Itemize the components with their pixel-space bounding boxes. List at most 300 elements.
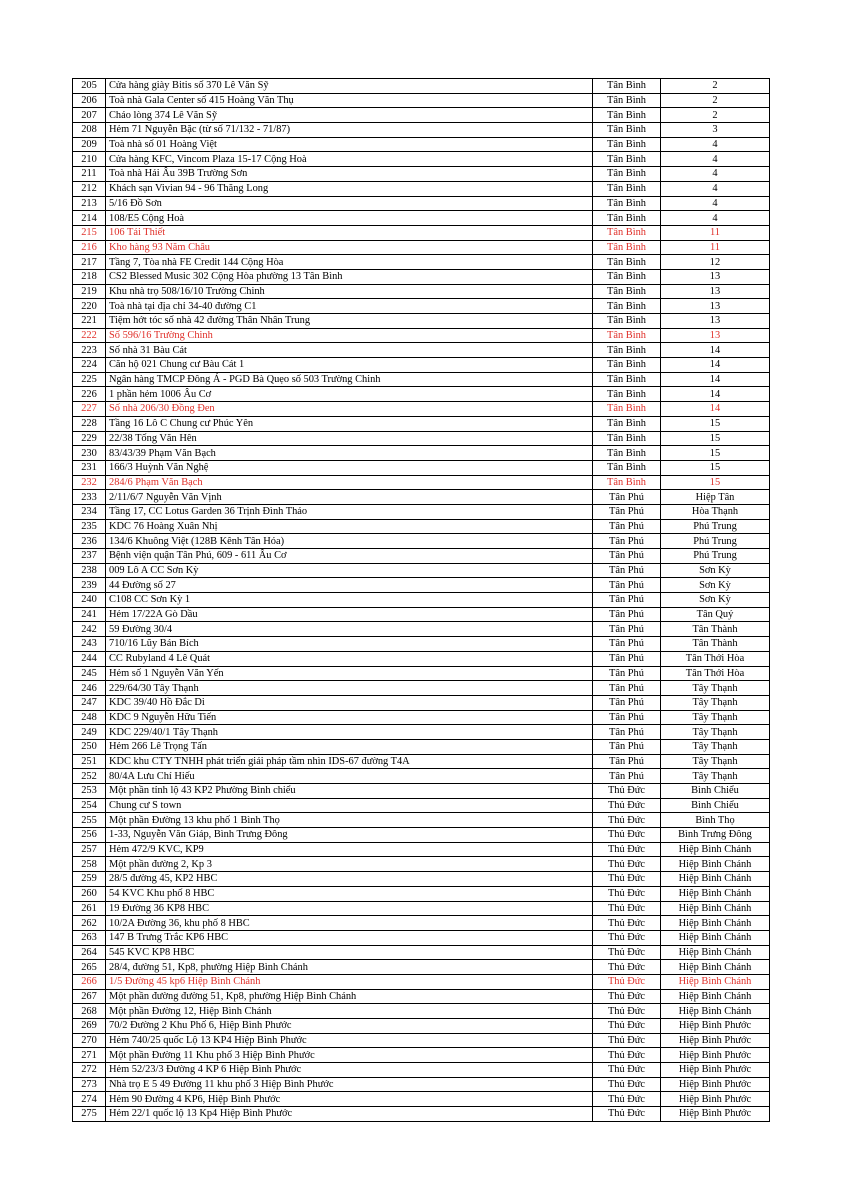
district-cell: Tân Phú <box>593 563 661 578</box>
district-cell: Tân Phú <box>593 710 661 725</box>
address-cell: KDC 76 Hoàng Xuân Nhị <box>106 519 593 534</box>
district-cell: Tân Phú <box>593 534 661 549</box>
district-cell: Tân Bình <box>593 137 661 152</box>
ward-cell: Tây Thạnh <box>661 769 770 784</box>
district-cell: Tân Bình <box>593 416 661 431</box>
row-number: 212 <box>73 181 106 196</box>
district-cell: Tân Bình <box>593 196 661 211</box>
ward-cell: Sơn Kỳ <box>661 563 770 578</box>
row-number: 207 <box>73 108 106 123</box>
district-cell: Thủ Đức <box>593 1107 661 1122</box>
ward-cell: Hiệp Tân <box>661 490 770 505</box>
table-row <box>73 372 770 387</box>
row-number: 224 <box>73 358 106 373</box>
table-row <box>73 1048 770 1063</box>
district-cell: Thủ Đức <box>593 1019 661 1034</box>
row-number: 242 <box>73 622 106 637</box>
address-cell: Hẻm 17/22A Gò Dầu <box>106 607 593 622</box>
district-cell: Tân Phú <box>593 490 661 505</box>
row-number: 246 <box>73 681 106 696</box>
ward-cell: 12 <box>661 255 770 270</box>
district-cell: Thủ Đức <box>593 784 661 799</box>
table-row <box>73 358 770 373</box>
district-cell: Thủ Đức <box>593 857 661 872</box>
row-number: 232 <box>73 475 106 490</box>
ward-cell: Bình Chiểu <box>661 798 770 813</box>
address-cell: Hẻm 90 Đường 4 KP6, Hiệp Bình Phước <box>106 1092 593 1107</box>
table-row <box>73 681 770 696</box>
address-cell: 1 phần hẻm 1006 Âu Cơ <box>106 387 593 402</box>
table-row <box>73 299 770 314</box>
district-cell: Tân Bình <box>593 343 661 358</box>
district-cell: Tân Bình <box>593 225 661 240</box>
district-cell: Tân Bình <box>593 328 661 343</box>
district-cell: Thủ Đức <box>593 1033 661 1048</box>
row-number: 230 <box>73 446 106 461</box>
ward-cell: 14 <box>661 372 770 387</box>
district-cell: Thủ Đức <box>593 901 661 916</box>
district-cell: Tân Phú <box>593 622 661 637</box>
ward-cell: 14 <box>661 387 770 402</box>
address-cell: Một phần đường đường 51, Kp8, phường Hiệp Bình Chánh <box>106 989 593 1004</box>
district-cell: Tân Bình <box>593 431 661 446</box>
table-row <box>73 1033 770 1048</box>
address-cell: Toà nhà Hải Âu 39B Trường Sơn <box>106 167 593 182</box>
row-number: 235 <box>73 519 106 534</box>
ward-cell: Hiệp Bình Phước <box>661 1019 770 1034</box>
ward-cell: 13 <box>661 328 770 343</box>
row-number: 223 <box>73 343 106 358</box>
ward-cell: 14 <box>661 402 770 417</box>
table-row <box>73 211 770 226</box>
table-row <box>73 901 770 916</box>
table-row <box>73 916 770 931</box>
ward-cell: Hiệp Bình Chánh <box>661 974 770 989</box>
district-cell: Thủ Đức <box>593 1048 661 1063</box>
district-cell: Thủ Đức <box>593 1063 661 1078</box>
table-row <box>73 240 770 255</box>
row-number: 253 <box>73 784 106 799</box>
table-row <box>73 490 770 505</box>
row-number: 268 <box>73 1004 106 1019</box>
address-cell: KDC 39/40 Hồ Đắc Di <box>106 695 593 710</box>
district-cell: Tân Bình <box>593 358 661 373</box>
district-cell: Tân Bình <box>593 240 661 255</box>
district-cell: Tân Phú <box>593 593 661 608</box>
row-number: 260 <box>73 886 106 901</box>
row-number: 267 <box>73 989 106 1004</box>
ward-cell: Hiệp Bình Chánh <box>661 1004 770 1019</box>
ward-cell: Tây Thạnh <box>661 681 770 696</box>
table-row <box>73 1107 770 1122</box>
address-cell: 19 Đường 36 KP8 HBC <box>106 901 593 916</box>
district-cell: Tân Bình <box>593 255 661 270</box>
ward-cell: 13 <box>661 284 770 299</box>
row-number: 256 <box>73 828 106 843</box>
address-cell: Toà nhà số 01 Hoàng Việt <box>106 137 593 152</box>
table-row <box>73 945 770 960</box>
table-row <box>73 754 770 769</box>
row-number: 237 <box>73 549 106 564</box>
ward-cell: 11 <box>661 240 770 255</box>
address-cell: 108/E5 Cộng Hoà <box>106 211 593 226</box>
ward-cell: Hiệp Bình Phước <box>661 1077 770 1092</box>
table-row <box>73 284 770 299</box>
row-number: 245 <box>73 666 106 681</box>
row-number: 218 <box>73 269 106 284</box>
ward-cell: Hiệp Bình Chánh <box>661 960 770 975</box>
address-cell: 134/6 Khuông Việt (128B Kênh Tân Hóa) <box>106 534 593 549</box>
ward-cell: 11 <box>661 225 770 240</box>
table-row <box>73 666 770 681</box>
row-number: 275 <box>73 1107 106 1122</box>
ward-cell: 15 <box>661 416 770 431</box>
ward-cell: Hiệp Bình Chánh <box>661 930 770 945</box>
ward-cell: 3 <box>661 123 770 138</box>
district-cell: Tân Phú <box>593 769 661 784</box>
row-number: 234 <box>73 504 106 519</box>
table-row <box>73 930 770 945</box>
table-row <box>73 181 770 196</box>
address-cell: Ngân hàng TMCP Đông Á - PGD Bà Quẹo số 503 Trường Chinh <box>106 372 593 387</box>
table-row <box>73 269 770 284</box>
district-cell: Thủ Đức <box>593 813 661 828</box>
table-row <box>73 343 770 358</box>
row-number: 226 <box>73 387 106 402</box>
ward-cell: Hiệp Bình Chánh <box>661 916 770 931</box>
address-cell: Toà nhà tại địa chỉ 34-40 đường C1 <box>106 299 593 314</box>
row-number: 257 <box>73 842 106 857</box>
district-cell: Thủ Đức <box>593 960 661 975</box>
address-table <box>72 78 770 1122</box>
ward-cell: Phú Trung <box>661 519 770 534</box>
address-cell: 44 Đường số 27 <box>106 578 593 593</box>
address-cell: KDC 9 Nguyễn Hữu Tiến <box>106 710 593 725</box>
row-number: 243 <box>73 637 106 652</box>
row-number: 228 <box>73 416 106 431</box>
row-number: 269 <box>73 1019 106 1034</box>
district-cell: Tân Phú <box>593 651 661 666</box>
table-row <box>73 416 770 431</box>
ward-cell: Bình Chiểu <box>661 784 770 799</box>
address-cell: Tầng 17, CC Lotus Garden 36 Trịnh Đình Thảo <box>106 504 593 519</box>
ward-cell: 4 <box>661 211 770 226</box>
address-cell: Cửa hàng giày Bitis số 370 Lê Văn Sỹ <box>106 79 593 94</box>
ward-cell: Tân Thới Hòa <box>661 666 770 681</box>
district-cell: Tân Bình <box>593 402 661 417</box>
ward-cell: Hiệp Bình Chánh <box>661 989 770 1004</box>
row-number: 222 <box>73 328 106 343</box>
district-cell: Tân Bình <box>593 181 661 196</box>
table-row <box>73 739 770 754</box>
table-row <box>73 431 770 446</box>
table-row <box>73 769 770 784</box>
row-number: 248 <box>73 710 106 725</box>
table-row <box>73 872 770 887</box>
address-cell: Tầng 7, Tòa nhà FE Credit 144 Cộng Hòa <box>106 255 593 270</box>
table-row <box>73 137 770 152</box>
ward-cell: Sơn Kỳ <box>661 578 770 593</box>
address-cell: 22/38 Tống Văn Hên <box>106 431 593 446</box>
address-cell: Khách sạn Vivian 94 - 96 Thăng Long <box>106 181 593 196</box>
row-number: 263 <box>73 930 106 945</box>
table-row <box>73 255 770 270</box>
row-number: 264 <box>73 945 106 960</box>
ward-cell: Hiệp Bình Chánh <box>661 842 770 857</box>
address-cell: Một phần đường 2, Kp 3 <box>106 857 593 872</box>
ward-cell: 4 <box>661 196 770 211</box>
ward-cell: 15 <box>661 431 770 446</box>
row-number: 215 <box>73 225 106 240</box>
table-row <box>73 842 770 857</box>
row-number: 270 <box>73 1033 106 1048</box>
row-number: 266 <box>73 974 106 989</box>
ward-cell: Tây Thạnh <box>661 710 770 725</box>
address-cell: 28/5 đường 45, KP2 HBC <box>106 872 593 887</box>
table-row <box>73 1063 770 1078</box>
district-cell: Tân Bình <box>593 314 661 329</box>
address-cell: 1-33, Nguyễn Văn Giáp, Bình Trưng Đông <box>106 828 593 843</box>
district-cell: Tân Phú <box>593 504 661 519</box>
address-cell: Một phần Đường 12, Hiệp Bình Chánh <box>106 1004 593 1019</box>
address-cell: Hẻm 22/1 quốc lộ 13 Kp4 Hiệp Bình Phước <box>106 1107 593 1122</box>
address-cell: 166/3 Huỳnh Văn Nghệ <box>106 460 593 475</box>
district-cell: Tân Bình <box>593 211 661 226</box>
row-number: 273 <box>73 1077 106 1092</box>
ward-cell: 13 <box>661 314 770 329</box>
row-number: 233 <box>73 490 106 505</box>
address-cell: Số nhà 31 Bàu Cát <box>106 343 593 358</box>
address-cell: Một phần Đường 11 Khu phố 3 Hiệp Bình Phước <box>106 1048 593 1063</box>
row-number: 272 <box>73 1063 106 1078</box>
table-row <box>73 196 770 211</box>
table-row <box>73 328 770 343</box>
district-cell: Tân Phú <box>593 666 661 681</box>
ward-cell: 14 <box>661 343 770 358</box>
table-row <box>73 167 770 182</box>
district-cell: Tân Bình <box>593 123 661 138</box>
address-cell: 83/43/39 Phạm Văn Bạch <box>106 446 593 461</box>
ward-cell: Hiệp Bình Chánh <box>661 886 770 901</box>
row-number: 240 <box>73 593 106 608</box>
ward-cell: 4 <box>661 152 770 167</box>
district-cell: Thủ Đức <box>593 989 661 1004</box>
ward-cell: 14 <box>661 358 770 373</box>
ward-cell: Phú Trung <box>661 549 770 564</box>
district-cell: Thủ Đức <box>593 798 661 813</box>
district-cell: Thủ Đức <box>593 974 661 989</box>
address-cell: Tầng 16 Lô C Chung cư Phúc Yên <box>106 416 593 431</box>
row-number: 225 <box>73 372 106 387</box>
address-cell: Hẻm 71 Nguyễn Bặc (từ số 71/132 - 71/87) <box>106 123 593 138</box>
row-number: 261 <box>73 901 106 916</box>
row-number: 255 <box>73 813 106 828</box>
district-cell: Tân Bình <box>593 152 661 167</box>
address-cell: 147 B Trưng Trắc KP6 HBC <box>106 930 593 945</box>
district-cell: Tân Phú <box>593 739 661 754</box>
row-number: 254 <box>73 798 106 813</box>
district-cell: Thủ Đức <box>593 1004 661 1019</box>
table-row <box>73 725 770 740</box>
table-row <box>73 402 770 417</box>
row-number: 227 <box>73 402 106 417</box>
row-number: 217 <box>73 255 106 270</box>
table-row <box>73 695 770 710</box>
table-row <box>73 651 770 666</box>
row-number: 239 <box>73 578 106 593</box>
row-number: 214 <box>73 211 106 226</box>
table-row <box>73 989 770 1004</box>
row-number: 220 <box>73 299 106 314</box>
address-cell: Số 596/16 Trường Chinh <box>106 328 593 343</box>
ward-cell: Tân Thành <box>661 637 770 652</box>
ward-cell: Hiệp Bình Chánh <box>661 872 770 887</box>
district-cell: Tân Bình <box>593 372 661 387</box>
district-cell: Tân Bình <box>593 387 661 402</box>
row-number: 213 <box>73 196 106 211</box>
table-row <box>73 475 770 490</box>
district-cell: Tân Bình <box>593 284 661 299</box>
ward-cell: 15 <box>661 475 770 490</box>
ward-cell: 2 <box>661 108 770 123</box>
district-cell: Tân Bình <box>593 446 661 461</box>
ward-cell: Hòa Thạnh <box>661 504 770 519</box>
ward-cell: 4 <box>661 167 770 182</box>
row-number: 209 <box>73 137 106 152</box>
row-number: 274 <box>73 1092 106 1107</box>
table-row <box>73 960 770 975</box>
table-row <box>73 1077 770 1092</box>
district-cell: Tân Bình <box>593 93 661 108</box>
ward-cell: Hiệp Bình Chánh <box>661 857 770 872</box>
ward-cell: Hiệp Bình Phước <box>661 1092 770 1107</box>
table-row <box>73 108 770 123</box>
address-cell: Hẻm 472/9 KVC, KP9 <box>106 842 593 857</box>
address-cell: 284/6 Phạm Văn Bạch <box>106 475 593 490</box>
row-number: 250 <box>73 739 106 754</box>
table-row <box>73 123 770 138</box>
row-number: 231 <box>73 460 106 475</box>
address-cell: 10/2A Đường 36, khu phố 8 HBC <box>106 916 593 931</box>
row-number: 251 <box>73 754 106 769</box>
ward-cell: Bình Trưng Đông <box>661 828 770 843</box>
address-cell: Một phần Đường 13 khu phố 1 Bình Thọ <box>106 813 593 828</box>
row-number: 262 <box>73 916 106 931</box>
address-cell: Hẻm 740/25 quốc Lộ 13 KP4 Hiệp Bình Phước <box>106 1033 593 1048</box>
address-cell: 80/4A Lưu Chí Hiếu <box>106 769 593 784</box>
table-row <box>73 1092 770 1107</box>
district-cell: Thủ Đức <box>593 842 661 857</box>
address-cell: 229/64/30 Tây Thạnh <box>106 681 593 696</box>
table-row <box>73 593 770 608</box>
address-cell: Hẻm 52/23/3 Đường 4 KP 6 Hiệp Bình Phước <box>106 1063 593 1078</box>
row-number: 244 <box>73 651 106 666</box>
ward-cell: Bình Thọ <box>661 813 770 828</box>
address-cell: Căn hộ 021 Chung cư Bàu Cát 1 <box>106 358 593 373</box>
address-cell: Cửa hàng KFC, Vincom Plaza 15-17 Cộng Hoà <box>106 152 593 167</box>
district-cell: Thủ Đức <box>593 828 661 843</box>
table-row <box>73 446 770 461</box>
district-cell: Tân Phú <box>593 607 661 622</box>
table-row <box>73 637 770 652</box>
address-cell: C108 CC Sơn Kỳ 1 <box>106 593 593 608</box>
address-cell: Một phần tỉnh lộ 43 KP2 Phường Bình chiểu <box>106 784 593 799</box>
district-cell: Tân Phú <box>593 637 661 652</box>
district-cell: Tân Bình <box>593 299 661 314</box>
table-row <box>73 387 770 402</box>
row-number: 229 <box>73 431 106 446</box>
table-row <box>73 225 770 240</box>
address-cell: Hẻm 266 Lê Trọng Tấn <box>106 739 593 754</box>
ward-cell: 13 <box>661 299 770 314</box>
address-cell: CC Rubyland 4 Lê Quát <box>106 651 593 666</box>
address-cell: 106 Tái Thiết <box>106 225 593 240</box>
address-cell: 009 Lô A CC Sơn Kỳ <box>106 563 593 578</box>
table-row <box>73 504 770 519</box>
ward-cell: Tây Thạnh <box>661 754 770 769</box>
district-cell: Thủ Đức <box>593 872 661 887</box>
ward-cell: 4 <box>661 137 770 152</box>
row-number: 210 <box>73 152 106 167</box>
address-cell: CS2 Blessed Music 302 Cộng Hòa phường 13 Tân Bình <box>106 269 593 284</box>
district-cell: Tân Bình <box>593 460 661 475</box>
row-number: 236 <box>73 534 106 549</box>
district-cell: Tân Bình <box>593 269 661 284</box>
table-row <box>73 607 770 622</box>
row-number: 265 <box>73 960 106 975</box>
row-number: 208 <box>73 123 106 138</box>
address-cell: 545 KVC KP8 HBC <box>106 945 593 960</box>
ward-cell: Tân Quý <box>661 607 770 622</box>
table-row <box>73 798 770 813</box>
table-row <box>73 828 770 843</box>
address-cell: Số nhà 206/30 Đồng Đen <box>106 402 593 417</box>
address-cell: KDC 229/40/1 Tây Thạnh <box>106 725 593 740</box>
ward-cell: 2 <box>661 93 770 108</box>
ward-cell: Hiệp Bình Phước <box>661 1048 770 1063</box>
address-cell: Chung cư S town <box>106 798 593 813</box>
district-cell: Tân Phú <box>593 549 661 564</box>
ward-cell: 15 <box>661 460 770 475</box>
address-cell: 59 Đường 30/4 <box>106 622 593 637</box>
ward-cell: Hiệp Bình Phước <box>661 1107 770 1122</box>
row-number: 219 <box>73 284 106 299</box>
table-row <box>73 857 770 872</box>
district-cell: Tân Bình <box>593 79 661 94</box>
table-row <box>73 549 770 564</box>
table-row <box>73 886 770 901</box>
district-cell: Tân Phú <box>593 681 661 696</box>
address-cell: Bệnh viện quận Tân Phú, 609 - 611 Âu Cơ <box>106 549 593 564</box>
address-cell: 1/5 Đường 45 kp6 Hiệp Bình Chánh <box>106 974 593 989</box>
address-cell: 710/16 Lũy Bán Bích <box>106 637 593 652</box>
district-cell: Thủ Đức <box>593 930 661 945</box>
ward-cell: Tân Thành <box>661 622 770 637</box>
district-cell: Tân Bình <box>593 475 661 490</box>
row-number: 271 <box>73 1048 106 1063</box>
district-cell: Tân Bình <box>593 167 661 182</box>
address-cell: Tiệm hớt tóc số nhà 42 đường Thân Nhân Trung <box>106 314 593 329</box>
row-number: 206 <box>73 93 106 108</box>
address-cell: Kho hàng 93 Năm Châu <box>106 240 593 255</box>
table-row <box>73 1004 770 1019</box>
row-number: 241 <box>73 607 106 622</box>
ward-cell: Hiệp Bình Chánh <box>661 901 770 916</box>
row-number: 211 <box>73 167 106 182</box>
table-row <box>73 93 770 108</box>
ward-cell: Hiệp Bình Phước <box>661 1063 770 1078</box>
row-number: 249 <box>73 725 106 740</box>
